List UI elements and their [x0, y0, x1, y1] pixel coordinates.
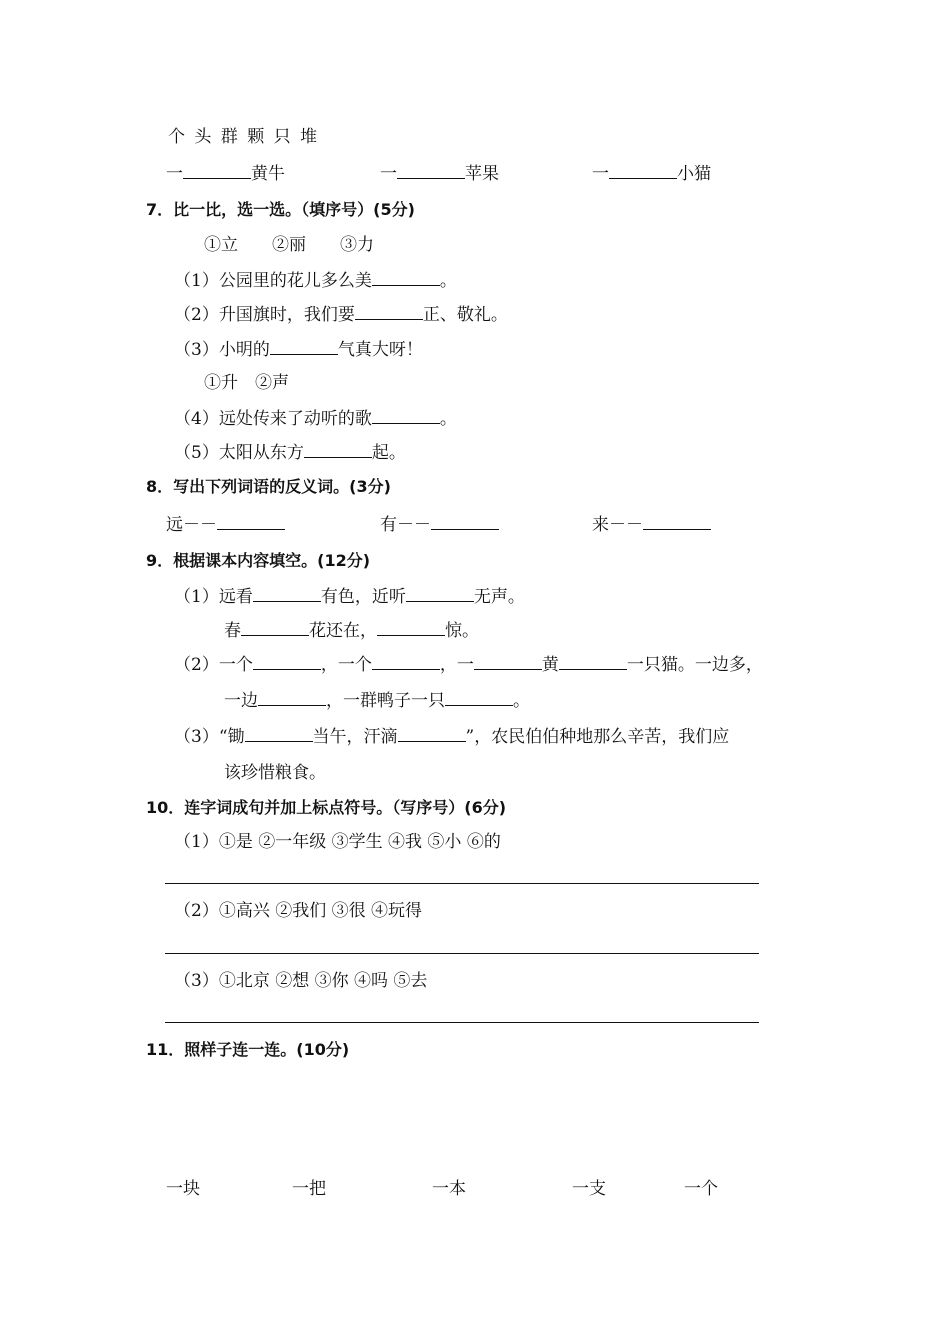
- answer-blank[interactable]: [474, 653, 542, 670]
- answer-blank[interactable]: [245, 725, 313, 742]
- q9-line-3: （2）一个 ，一个 ，一 黄 一只猫。一边多，: [174, 655, 763, 675]
- q11-title: 11．照样子连一连。(10分): [146, 1040, 350, 1059]
- answer-blank[interactable]: [355, 303, 423, 320]
- q7-options-2: ①升 ②声: [204, 373, 289, 393]
- answer-blank[interactable]: [377, 619, 445, 636]
- answer-blank[interactable]: [304, 441, 372, 458]
- q7-sentence-5: （5）太阳从东方 起。: [174, 443, 406, 463]
- answer-blank[interactable]: [431, 513, 499, 530]
- q6-item-2: 一 苹果: [380, 164, 499, 184]
- q10-words-1: （1）①是 ②一年级 ③学生 ④我 ⑤小 ⑥的: [174, 832, 501, 852]
- q11-word-1: 一块: [166, 1179, 200, 1199]
- answer-blank[interactable]: [217, 513, 285, 530]
- answer-blank[interactable]: [372, 653, 440, 670]
- q11-word-5: 一个: [684, 1179, 718, 1199]
- answer-blank[interactable]: [609, 162, 677, 179]
- q9-line-2: 春 花还在， 惊。: [224, 621, 479, 641]
- answer-blank[interactable]: [372, 407, 440, 424]
- answer-line[interactable]: [165, 883, 759, 884]
- q6-item-1: 一 黄牛: [166, 164, 285, 184]
- q11-word-2: 一把: [292, 1179, 326, 1199]
- q9-line-5: （3）“锄 当午，汗滴 ”，农民伯伯种地那么辛苦，我们应: [174, 727, 730, 747]
- q9-line-6: 该珍惜粮食。: [224, 763, 326, 783]
- q7-sentence-2: （2）升国旗时，我们要 正、敬礼。: [174, 305, 508, 325]
- answer-blank[interactable]: [183, 162, 251, 179]
- q7-title: 7．比一比，选一选。（填序号）(5分): [146, 200, 415, 219]
- answer-blank[interactable]: [397, 162, 465, 179]
- q8-item-2: 有－－: [380, 513, 499, 536]
- answer-blank[interactable]: [270, 338, 338, 355]
- q6-item-3: 一 小猫: [592, 164, 711, 184]
- answer-blank[interactable]: [406, 585, 474, 602]
- q10-title: 10．连字词成句并加上标点符号。（写序号）(6分): [146, 798, 507, 817]
- q10-words-2: （2）①高兴 ②我们 ③很 ④玩得: [174, 901, 423, 921]
- answer-blank[interactable]: [258, 689, 326, 706]
- q11-word-3: 一本: [432, 1179, 466, 1199]
- q7-options-1: ①立 ②丽 ③力: [204, 235, 374, 255]
- q7-sentence-1: （1）公园里的花儿多么美 。: [174, 271, 457, 291]
- q7-sentence-3: （3）小明的 气真大呀！: [174, 340, 423, 360]
- answer-blank[interactable]: [253, 653, 321, 670]
- q9-line-1: （1）远看 有色，近听 无声。: [174, 587, 525, 607]
- q7-sentence-4: （4）远处传来了动听的歌 。: [174, 409, 457, 429]
- q8-title: 8．写出下列词语的反义词。(3分): [146, 477, 391, 496]
- answer-blank[interactable]: [372, 269, 440, 286]
- answer-line[interactable]: [165, 1022, 759, 1023]
- answer-blank[interactable]: [643, 513, 711, 530]
- q10-words-3: （3）①北京 ②想 ③你 ④吗 ⑤去: [174, 971, 428, 991]
- answer-blank[interactable]: [445, 689, 513, 706]
- answer-blank[interactable]: [241, 619, 309, 636]
- answer-line[interactable]: [165, 953, 759, 954]
- answer-blank[interactable]: [398, 725, 466, 742]
- q11-word-4: 一支: [572, 1179, 606, 1199]
- q8-item-3: 来－－: [592, 513, 711, 536]
- q9-line-4: 一边 ，一群鸭子一只 。: [224, 691, 530, 711]
- q9-title: 9．根据课本内容填空。(12分): [146, 551, 371, 570]
- answer-blank[interactable]: [559, 653, 627, 670]
- measure-word-options: 个 头 群 颗 只 堆: [168, 127, 320, 147]
- answer-blank[interactable]: [253, 585, 321, 602]
- q8-item-1: 远－－: [166, 513, 285, 536]
